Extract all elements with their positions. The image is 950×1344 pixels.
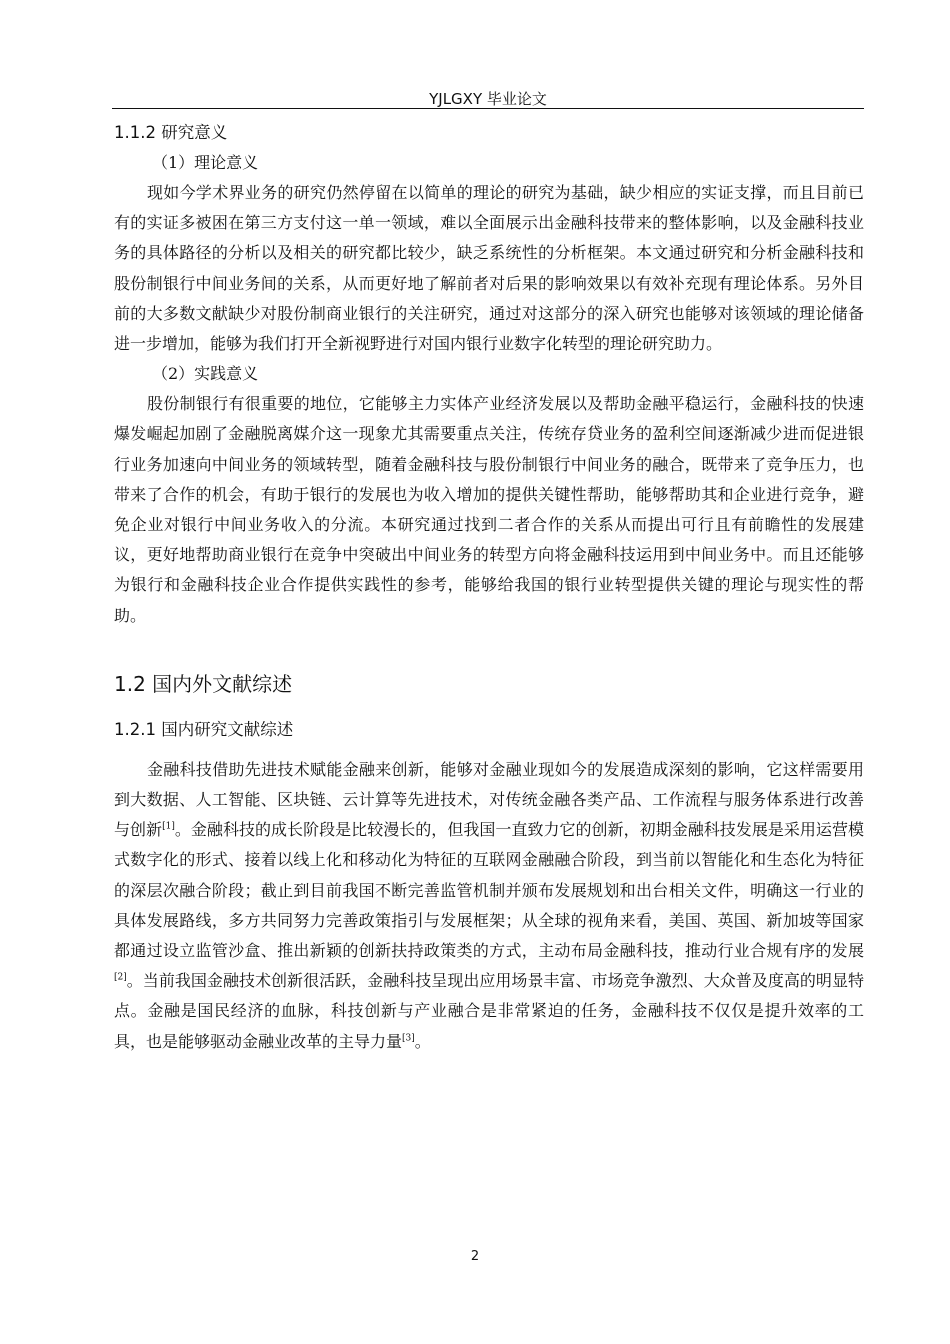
domestic-review-paragraph (114, 755, 864, 1057)
practice-paragraph: 股份制银行有很重要的地位，它能够主力实体产业经济发展以及帮助金融平稳运行，金融科技的快速爆发崛起加剧了金融脱离媒介这一现象尤其需要重点关注，传统存贷业务的盈利空间逐渐减少进而促进银行业务加速向中间业务的领域转型，随着金融科技与股份制银行中间业务的融合，既带来了竞争压力，也带来了合作的机会，有助于银行的发展也为收入增加的提供关键性帮助，能够帮助其和企业进行竞争，避免企业对银行中间业务收入的分流。本研究通过找到二者合作的关系从而提出可行且有前瞻性的发展建议，更好地帮助商业银行在竞争中突破出中间业务的转型方向将金融科技运用到中间业务中。而且还能够为银行和金融科技企业合作提供实践性的参考，能够给我国的银行业转型提供关键的理论与现实性的帮助。 (114, 394, 864, 625)
review-text-part1: 金融科技借助先进技术赋能金融来创新，能够对金融业现如今的发展造成深刻的影响，它这样需要用到大数据、人工智能、区块链、云计算等先进技术，对传统金融各类产品、工作流程与服务体系进行改善与创新 (114, 759, 864, 840)
page-header: YJLGXY 毕业论文 (429, 90, 547, 108)
header-rule (112, 108, 864, 109)
citation-3: [3] (402, 1033, 415, 1044)
section-heading-1-2: 1.2 国内外文献综述 (114, 671, 293, 696)
page-number: 2 (470, 1249, 480, 1264)
citation-2: [2] (114, 972, 127, 983)
document-body (114, 118, 864, 1057)
theory-subheading: （1）理论意义 (152, 153, 259, 172)
review-text-part2: 。金融科技的成长阶段是比较漫长的，但我国一直致力它的创新，初期金融科技发展是采用运营模式数字化的形式、接着以线上化和移动化为特征的互联网金融融合阶段，到当前以智能化和生态化为特征的深层次融合阶段；截止到目前我国不断完善监管机制并颁布发展规划和出台相关文件，明确这一行业的具体发展路线，多方共同努力完善政策指引与发展框架；从全球的视角来看，美国、英国、新加坡等国家都通过设立监管沙盒、推出新颖的创新扶持政策类的方式，主动布局金融科技，推动行业合规有序的发展 (114, 820, 864, 961)
section-heading-1-1-2: 1.1.2 研究意义 (114, 123, 228, 142)
citation-1: [1] (162, 821, 175, 832)
review-text-part3: 。当前我国金融技术创新很活跃，金融科技呈现出应用场景丰富、市场竞争激烈、大众普及度高的明显特点。金融是国民经济的血脉，科技创新与产业融合是非常紧迫的任务，金融科技不仅仅是提升效率的工具，也是能够驱动金融业改革的主导力量 (114, 971, 864, 1051)
practice-subheading: （2）实践意义 (152, 364, 259, 384)
section-heading-1-2-1: 1.2.1 国内研究文献综述 (114, 719, 294, 739)
review-text-part4: 。 (414, 1031, 431, 1051)
theory-paragraph: 现如今学术界业务的研究仍然停留在以简单的理论的研究为基础，缺少相应的实证支撑，而且目前已有的实证多被困在第三方支付这一单一领域，难以全面展示出金融科技带来的整体影响，以及金融科技业务的具体路径的分析以及相关的研究都比较少，缺乏系统性的分析框架。本文通过研究和分析金融科技和股份制银行中间业务间的关系，从而更好地了解前者对后果的影响效果以有效补充现有理论体系。另外目前的大多数文献缺少对股份制商业银行的关注研究，通过对这部分的深入研究也能够对该领域的理论储备进一步增加，能够为我们打开全新视野进行对国内银行业数字化转型的理论研究助力。 (114, 183, 864, 354)
